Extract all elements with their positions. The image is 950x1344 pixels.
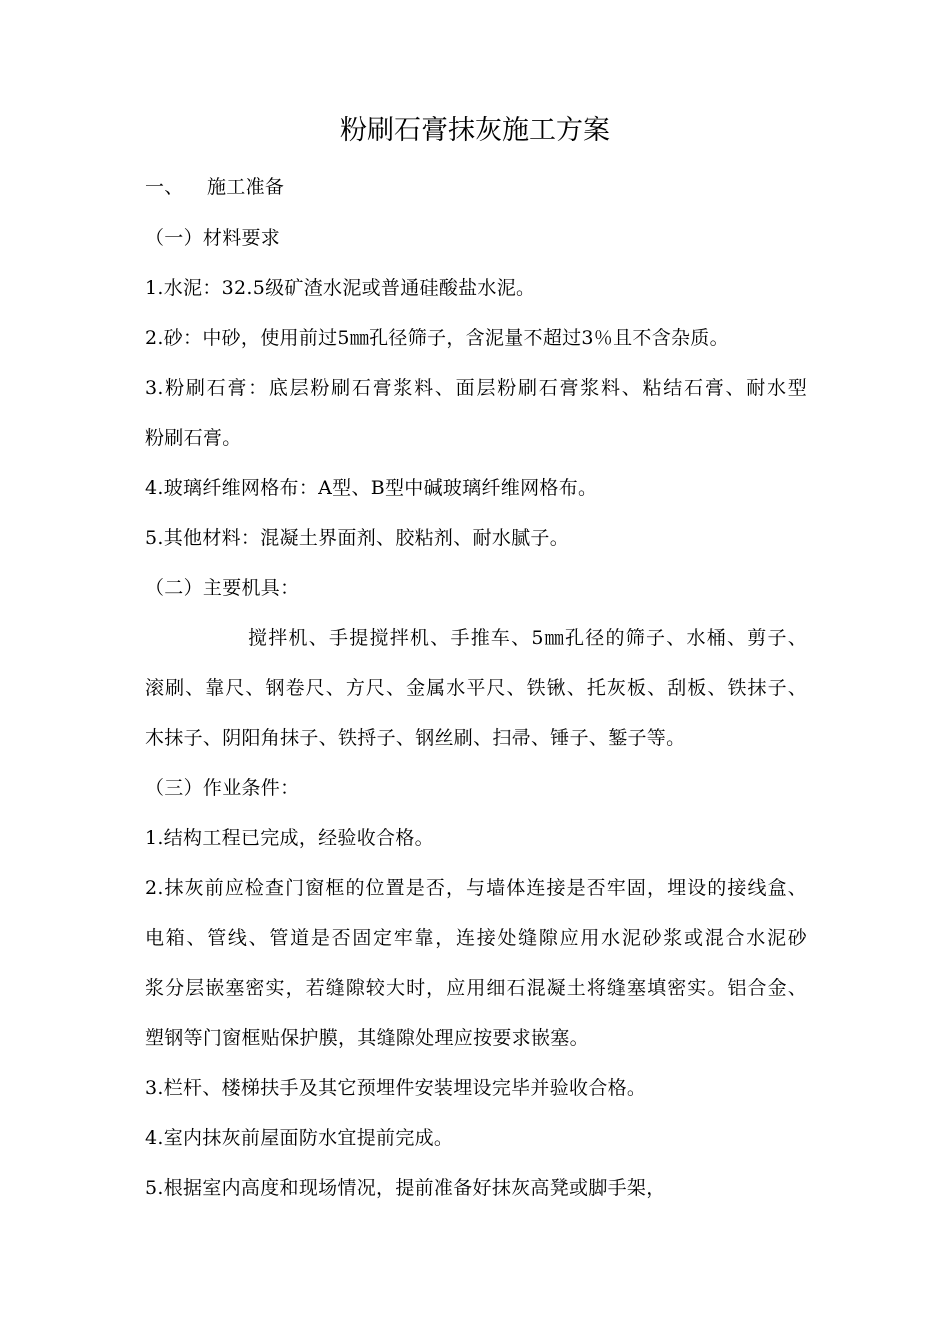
section-number: 一、 [145, 176, 184, 198]
subsection-heading-tools: （二）主要机具： [145, 577, 300, 599]
section-title: 施工准备 [207, 176, 285, 198]
subsection-heading-conditions: （三）作业条件： [145, 777, 300, 799]
subsection-heading-materials: （一）材料要求 [145, 227, 281, 249]
paragraph-line: 1.水泥：32.5级矿渣水泥或普通硅酸盐水泥。 [145, 277, 536, 299]
paragraph-line: 木抹子、阴阳角抹子、铁捋子、钢丝刷、扫帚、锤子、錾子等。 [145, 727, 686, 749]
document-title: 粉刷石膏抹灰施工方案 [340, 115, 610, 146]
paragraph-line: 1.结构工程已完成，经验收合格。 [145, 827, 434, 849]
paragraph-line: 5.其他材料：混凝土界面剂、胶粘剂、耐水腻子。 [145, 527, 570, 549]
paragraph-line: 搅拌机、手提搅拌机、手推车、5㎜孔径的筛子、水桶、剪子、 [248, 627, 807, 649]
paragraph-line: 3.粉刷石膏：底层粉刷石膏浆料、面层粉刷石膏浆料、粘结石膏、耐水型 [145, 377, 807, 399]
paragraph-line: 3.栏杆、楼梯扶手及其它预埋件安装埋设完毕并验收合格。 [145, 1077, 647, 1099]
paragraph-line: 塑钢等门窗框贴保护膜，其缝隙处理应按要求嵌塞。 [145, 1027, 589, 1049]
paragraph-line: 电箱、管线、管道是否固定牢靠，连接处缝隙应用水泥砂浆或混合水泥砂 [145, 927, 807, 949]
paragraph-line: 4.室内抹灰前屋面防水宜提前完成。 [145, 1127, 454, 1149]
paragraph-line: 粉刷石膏。 [145, 427, 242, 449]
paragraph-line: 浆分层嵌塞密实，若缝隙较大时，应用细石混凝土将缝塞填密实。铝合金、 [145, 977, 807, 999]
section-heading [145, 172, 284, 202]
paragraph-line: 4.玻璃纤维网格布：A型、B型中碱玻璃纤维网格布。 [145, 477, 598, 499]
paragraph-line: 2.抹灰前应检查门窗框的位置是否，与墙体连接是否牢固，埋设的接线盒、 [145, 877, 807, 899]
paragraph-line: 2.砂：中砂，使用前过5㎜孔径筛子，含泥量不超过3％且不含杂质。 [145, 327, 729, 349]
paragraph-line: 5.根据室内高度和现场情况，提前准备好抹灰高凳或脚手架， [145, 1177, 666, 1199]
paragraph-line: 滚刷、靠尺、钢卷尺、方尺、金属水平尺、铁锹、托灰板、刮板、铁抹子、 [145, 677, 807, 699]
